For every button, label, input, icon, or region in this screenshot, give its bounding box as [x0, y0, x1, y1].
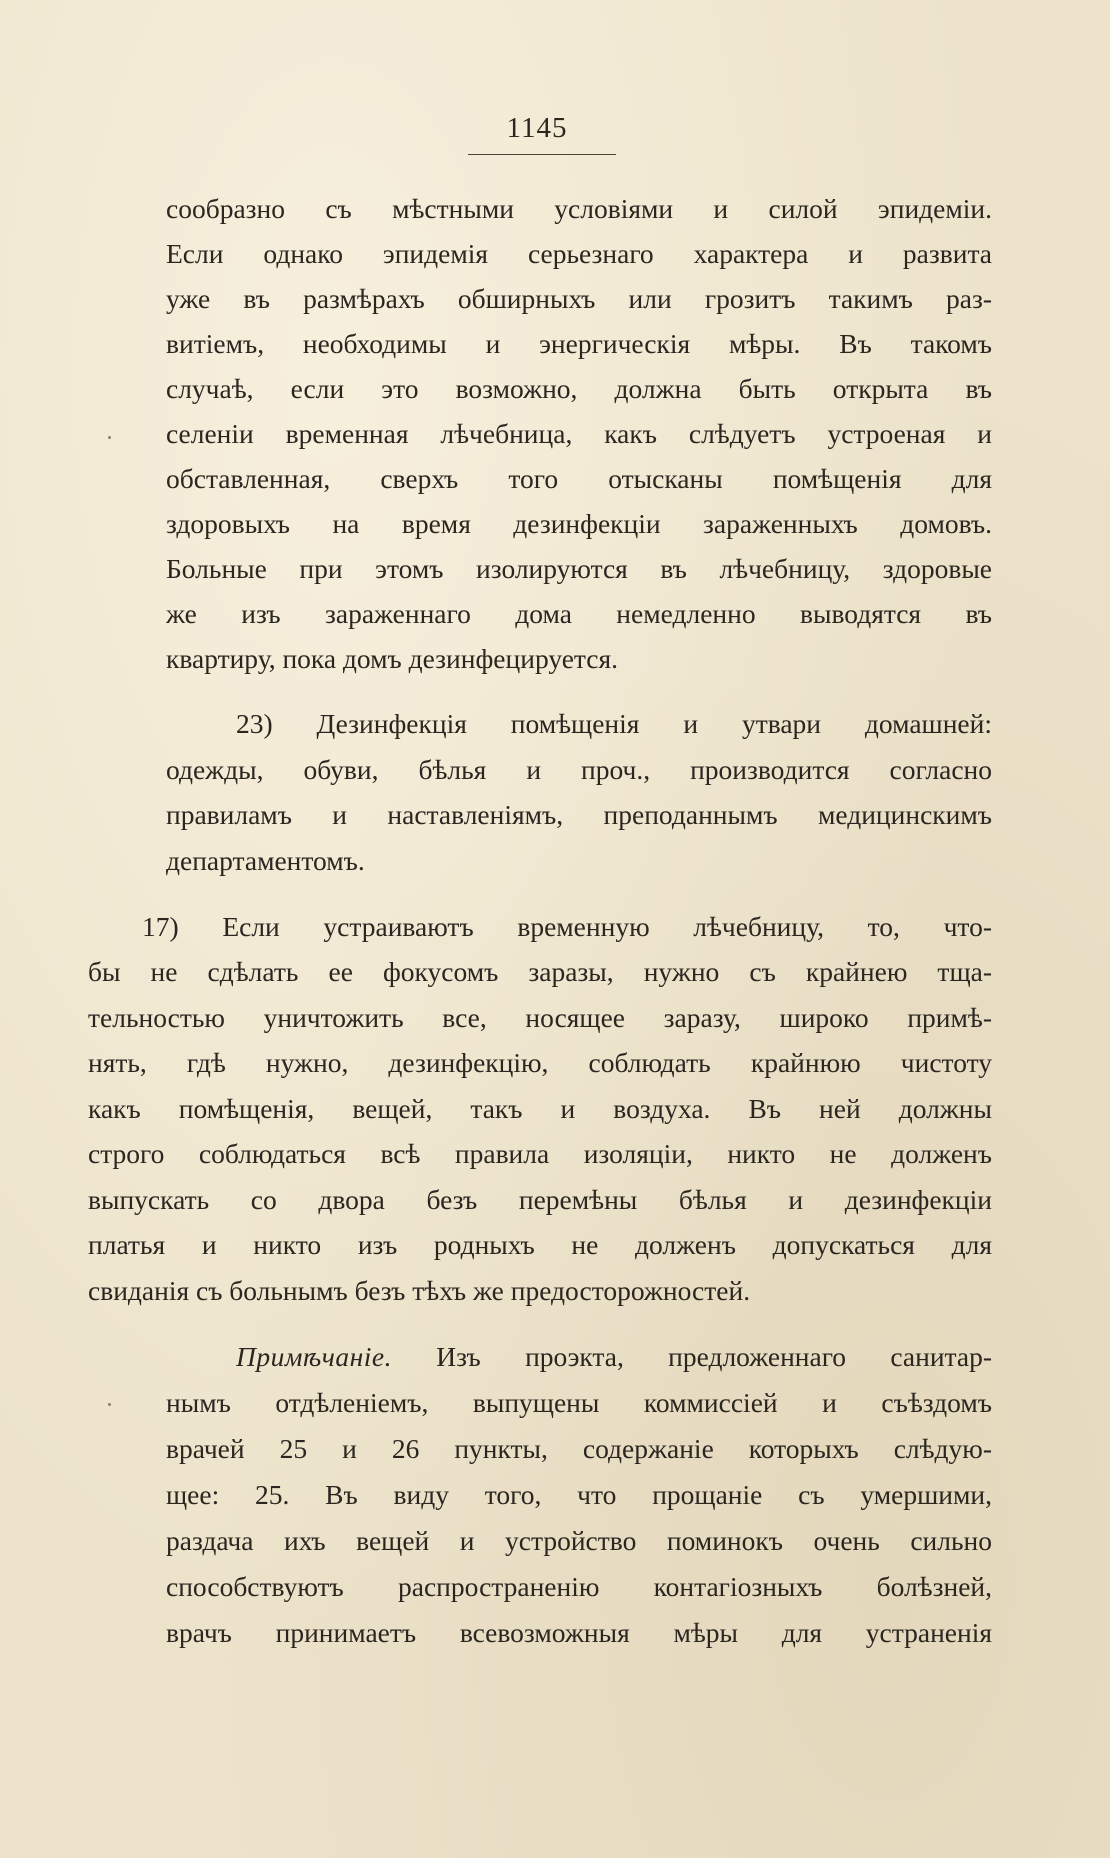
text-line: бы не сдѣлать ее фокусомъ заразы, нужно съ крайнею тща-	[88, 956, 992, 987]
header-rule	[468, 154, 616, 155]
page-number: 1145	[506, 112, 568, 144]
text-line: 23) Дезинфекція помѣщенія и утвари домашней:	[236, 708, 992, 739]
text-line	[236, 1334, 992, 1379]
text-line: раздача ихъ вещей и устройство поминокъ очень сильно	[166, 1525, 992, 1556]
text-line: строго соблюдаться всѣ правила изоляціи, никто не долженъ	[88, 1138, 992, 1169]
text-line: департаментомъ.	[166, 845, 365, 876]
text-line: тельностью уничтожить все, носящее заразу, широко примѣ-	[88, 1002, 992, 1033]
margin-mark	[108, 436, 111, 439]
text-line: Если однако эпидемія серьезнаго характера и развита	[166, 238, 992, 269]
text-line: платья и никто изъ родныхъ не долженъ допускаться для	[88, 1229, 992, 1260]
text-line: уже въ размѣрахъ обширныхъ или грозитъ такимъ раз-	[166, 283, 992, 314]
text-line: врачъ принимаетъ всевозможныя мѣры для устраненія	[166, 1617, 992, 1648]
text-line: нымъ отдѣленіемъ, выпущены коммиссіей и съѣздомъ	[166, 1387, 992, 1418]
text-line: врачей 25 и 26 пункты, содержаніе которыхъ слѣдую-	[166, 1433, 992, 1464]
note-label: Примѣчаніе.	[236, 1341, 392, 1372]
text-line: правиламъ и наставленіямъ, преподаннымъ медицинскимъ	[166, 799, 992, 830]
text-line: случаѣ, если это возможно, должна быть открыта въ	[166, 373, 992, 404]
text-line: свиданія съ больнымъ безъ тѣхъ же предосторожностей.	[88, 1275, 751, 1306]
text-line: одежды, обуви, бѣлья и проч., производится согласно	[166, 754, 992, 785]
text-line: сообразно съ мѣстными условіями и силой эпидеміи.	[166, 193, 992, 224]
text-line: нять, гдѣ нужно, дезинфекцію, соблюдать крайнюю чистоту	[88, 1047, 992, 1078]
text-line: Больные при этомъ изолируются въ лѣчебницу, здоровые	[166, 553, 992, 584]
text-line: какъ помѣщенія, вещей, такъ и воздуха. Въ ней должны	[88, 1093, 992, 1124]
note-first-line-text: Изъ проэкта, предложеннаго санитар-	[436, 1341, 992, 1372]
text-line: щее: 25. Въ виду того, что прощаніе съ умершими,	[166, 1479, 992, 1510]
text-line: выпускать со двора безъ перемѣны бѣлья и дезинфекціи	[88, 1184, 992, 1215]
text-line: витіемъ, необходимы и энергическія мѣры. Въ такомъ	[166, 328, 992, 359]
text-line: способствуютъ распространенію контагіозныхъ болѣзней,	[166, 1571, 992, 1602]
text-line: здоровыхъ на время дезинфекціи зараженныхъ домовъ.	[166, 508, 992, 539]
text-line: же изъ зараженнаго дома немедленно выводятся въ	[166, 598, 992, 629]
text-line: обставленная, сверхъ того отысканы помѣщенія для	[166, 463, 992, 494]
text-line: селеніи временная лѣчебница, какъ слѣдуетъ устроеная и	[166, 418, 992, 449]
text-line: 17) Если устраиваютъ временную лѣчебницу, то, что-	[142, 911, 992, 942]
text-line: квартиру, пока домъ дезинфецируется.	[166, 643, 619, 674]
margin-mark	[108, 1403, 111, 1406]
